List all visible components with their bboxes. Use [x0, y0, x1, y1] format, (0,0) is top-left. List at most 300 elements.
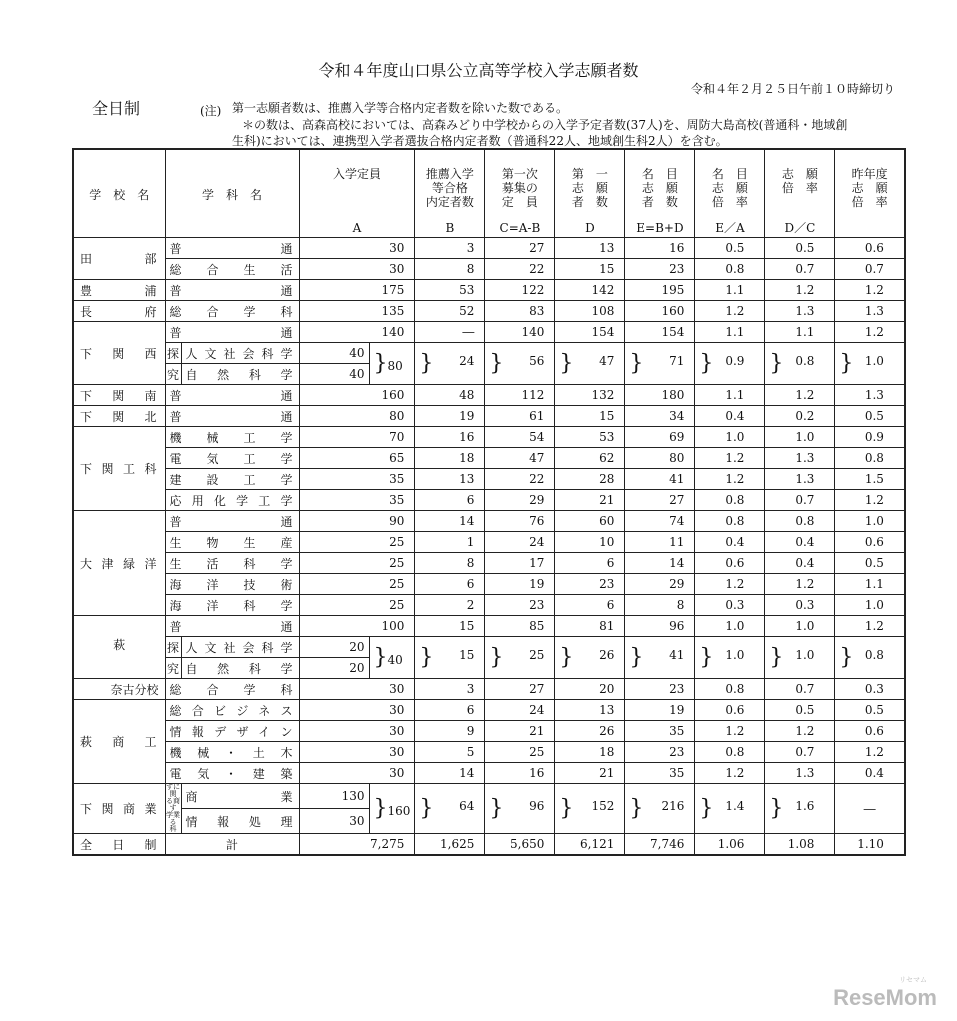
- cell-first-applicants: 10: [555, 532, 625, 553]
- header-first-applicants: 第 一 志 願 者 数 D: [555, 149, 625, 238]
- cell-recommend: 13: [415, 469, 485, 490]
- cell-capacity: 35: [299, 469, 415, 490]
- cell-ratio: 1.0: [765, 427, 835, 448]
- school-name: 萩 商 工: [73, 700, 165, 784]
- cell-capacity: 175: [299, 280, 415, 301]
- cell-first-recruit: 17: [485, 553, 555, 574]
- cell-nominal-applicants: 160: [625, 301, 695, 322]
- subject-name: 海 洋 科 学: [165, 595, 299, 616]
- cell-nominal-ratio: 0.8: [695, 742, 765, 763]
- school-name: 下関商業: [73, 784, 165, 834]
- subject-name: 情報デザイン: [165, 721, 299, 742]
- header-ratio: 志 願 倍 率 D／C: [765, 149, 835, 238]
- subject-name: 人文社会科学: [181, 343, 299, 364]
- cell-first-applicants: 23: [555, 574, 625, 595]
- table-row: [73, 448, 905, 469]
- table-row: [73, 700, 905, 721]
- brace-icon: }: [419, 350, 434, 376]
- brace-icon: }: [699, 795, 714, 821]
- cell-last-year: } 0.8: [835, 637, 905, 679]
- cell-first-applicants: 28: [555, 469, 625, 490]
- header-subject: 学 科 名: [165, 149, 299, 238]
- brace-icon: }: [489, 644, 504, 670]
- cell-nominal-applicants: } 41: [625, 637, 695, 679]
- cell-last-year: 1.2: [835, 616, 905, 637]
- cell-first-applicants: 81: [555, 616, 625, 637]
- table-row: [73, 490, 905, 511]
- subject-name: 普 通: [165, 616, 299, 637]
- cell-recommend: 8: [415, 553, 485, 574]
- subject-name: 普 通: [165, 322, 299, 343]
- cell-last-year: 0.8: [835, 448, 905, 469]
- cell-nominal-ratio: 0.5: [695, 238, 765, 259]
- cell-last-year: 1.3: [835, 301, 905, 322]
- note-line: ＊の数は、高森高校においては、高森みどり中学校からの入学予定者数(37人)を、周防大島高校(普通科・地域創: [242, 118, 848, 132]
- cell-first-applicants: 26: [555, 721, 625, 742]
- cell-recommend: } 64: [415, 784, 485, 834]
- cell-first-applicants: 21: [555, 763, 625, 784]
- table-row: [73, 532, 905, 553]
- subject-name: 電 気 ・ 建 築: [165, 763, 299, 784]
- subject-name: 建 設 工 学: [165, 469, 299, 490]
- table-row: [73, 280, 905, 301]
- header-school: 学 校 名: [73, 149, 165, 238]
- cell-nominal-applicants: 23: [625, 679, 695, 700]
- cell-capacity: 25: [299, 553, 415, 574]
- cell-ratio: } 0.8: [765, 343, 835, 385]
- cell-nominal-applicants: 41: [625, 469, 695, 490]
- cell-first-recruit: } 96: [485, 784, 555, 834]
- subject-name: 普 通: [165, 238, 299, 259]
- cell-first-recruit: 83: [485, 301, 555, 322]
- cell-capacity: 135: [299, 301, 415, 322]
- cell-capacity-total: }160: [369, 784, 415, 834]
- cell-capacity: 25: [299, 595, 415, 616]
- table-row: [73, 511, 905, 532]
- brace-icon: }: [419, 644, 434, 670]
- header-last-year: 昨年度 志 願 倍 率: [835, 149, 905, 238]
- cell-ratio: } 1.6: [765, 784, 835, 834]
- school-name: 大津緑洋: [73, 511, 165, 616]
- cell-nominal-applicants: 154: [625, 322, 695, 343]
- subject-name: 総 合 学 科: [165, 679, 299, 700]
- watermark-sub: リセマム: [899, 977, 927, 984]
- cell-recommend: 1: [415, 532, 485, 553]
- cell-nominal-applicants: 180: [625, 385, 695, 406]
- total-subject: 計: [165, 834, 299, 856]
- cell-last-year: 0.3: [835, 679, 905, 700]
- brace-icon: }: [839, 350, 854, 376]
- cell-last-year: 0.5: [835, 406, 905, 427]
- cell-first-applicants: 108: [555, 301, 625, 322]
- cell-recommend: 6: [415, 574, 485, 595]
- cell-nominal-ratio: 1.0: [695, 616, 765, 637]
- cell-recommend: 16: [415, 427, 485, 448]
- cell-first-applicants: 13: [555, 238, 625, 259]
- cell-nominal-ratio: 0.3: [695, 595, 765, 616]
- cell-nominal-ratio: 1.2: [695, 448, 765, 469]
- cell-ratio: } 1.0: [765, 637, 835, 679]
- cell-recommend: 52: [415, 301, 485, 322]
- page-title: 令和４年度山口県公立高等学校入学志願者数: [318, 61, 639, 80]
- subject-name: 普 通: [165, 280, 299, 301]
- cell-first-applicants: } 47: [555, 343, 625, 385]
- cell-nominal-ratio: 0.8: [695, 679, 765, 700]
- brace-icon: }: [769, 350, 784, 376]
- cell-last-year: 1.0: [835, 595, 905, 616]
- school-name: 長 府: [73, 301, 165, 322]
- cell-nominal-applicants: 14: [625, 553, 695, 574]
- school-name: 下関工科: [73, 427, 165, 511]
- cell-nominal-ratio: 1.1: [695, 322, 765, 343]
- cell-first-recruit: 112: [485, 385, 555, 406]
- brace-icon: }: [629, 350, 644, 376]
- cell-last-year: 0.5: [835, 553, 905, 574]
- cell-recommend: 5: [415, 742, 485, 763]
- cell-ratio: 0.7: [765, 259, 835, 280]
- table-row: [73, 574, 905, 595]
- cell-nominal-applicants: 34: [625, 406, 695, 427]
- cell-last-year: } 1.0: [835, 343, 905, 385]
- subject-name: 人文社会科学: [181, 637, 299, 658]
- cell-capacity: 25: [299, 574, 415, 595]
- school-name: 下 関 西: [73, 322, 165, 385]
- cell-first-recruit: 47: [485, 448, 555, 469]
- cell-nominal-ratio: 0.4: [695, 532, 765, 553]
- note-line: 第一志願者数は、推薦入学等合格内定者数を除いた数である。: [232, 101, 569, 115]
- brace-icon: }: [489, 350, 504, 376]
- table-row: [73, 595, 905, 616]
- cell-first-recruit: 27: [485, 679, 555, 700]
- cell-ratio: 1.3: [765, 469, 835, 490]
- subject-name: 生 物 生 産: [165, 532, 299, 553]
- cell-first-recruit: 22: [485, 469, 555, 490]
- brace-icon: }: [699, 350, 714, 376]
- cell-last-year: 1.2: [835, 742, 905, 763]
- cell-first-applicants: 60: [555, 511, 625, 532]
- cell-capacity: 30: [299, 742, 415, 763]
- subject-name: 海 洋 技 術: [165, 574, 299, 595]
- cell-first-recruit: 24: [485, 532, 555, 553]
- cell-last-year: 1.3: [835, 385, 905, 406]
- cell-nominal-ratio: } 1.0: [695, 637, 765, 679]
- school-name: 下 関 北: [73, 406, 165, 427]
- cell-capacity: 160: [299, 385, 415, 406]
- cell-last-year: 0.7: [835, 259, 905, 280]
- cell-nominal-ratio: 0.8: [695, 511, 765, 532]
- cell-first-applicants: 6: [555, 595, 625, 616]
- group-label: すに関 る商す 学業る 科: [166, 783, 180, 833]
- brace-icon: }: [629, 644, 644, 670]
- cell-nominal-applicants: 74: [625, 511, 695, 532]
- cell-ratio: 1.3: [765, 763, 835, 784]
- subject-name: 情 報 処 理: [181, 809, 299, 834]
- cell-last-year: ―: [835, 784, 905, 834]
- cell-nominal-ratio: 1.06: [695, 834, 765, 856]
- cell-recommend: ―: [415, 322, 485, 343]
- school-name: 奈古分校: [73, 679, 165, 700]
- brace-icon: }: [373, 795, 388, 821]
- cell-first-recruit: 16: [485, 763, 555, 784]
- subject-name: 自 然 科 学: [181, 658, 299, 679]
- subject-name: 総 合 生 活: [165, 259, 299, 280]
- cell-first-applicants: 6: [555, 553, 625, 574]
- cell-nominal-applicants: 96: [625, 616, 695, 637]
- cell-last-year: 0.6: [835, 238, 905, 259]
- cell-first-applicants: 132: [555, 385, 625, 406]
- cell-nominal-applicants: } 71: [625, 343, 695, 385]
- cell-nominal-applicants: 19: [625, 700, 695, 721]
- cell-capacity: 65: [299, 448, 415, 469]
- cell-capacity: 130: [299, 784, 369, 809]
- cell-ratio: 0.5: [765, 700, 835, 721]
- cell-recommend: 2: [415, 595, 485, 616]
- cell-recommend: } 15: [415, 637, 485, 679]
- cell-first-recruit: 19: [485, 574, 555, 595]
- cell-first-applicants: 20: [555, 679, 625, 700]
- subject-name: 自 然 科 学: [181, 364, 299, 385]
- cell-recommend: 6: [415, 700, 485, 721]
- cell-nominal-applicants: 35: [625, 721, 695, 742]
- cell-nominal-applicants: 23: [625, 742, 695, 763]
- cell-ratio: 1.3: [765, 301, 835, 322]
- cell-recommend: 15: [415, 616, 485, 637]
- subject-name: 機 械 工 学: [165, 427, 299, 448]
- cell-nominal-applicants: 29: [625, 574, 695, 595]
- cell-ratio: 0.7: [765, 490, 835, 511]
- cell-nominal-applicants: 35: [625, 763, 695, 784]
- cell-nominal-ratio: 1.2: [695, 469, 765, 490]
- cell-last-year: 0.6: [835, 721, 905, 742]
- cell-nominal-ratio: 1.1: [695, 280, 765, 301]
- cell-last-year: 0.9: [835, 427, 905, 448]
- cell-ratio: 0.7: [765, 679, 835, 700]
- cell-capacity: 30: [299, 809, 369, 834]
- brace-icon: }: [559, 350, 574, 376]
- cell-first-recruit: 21: [485, 721, 555, 742]
- cell-capacity: 90: [299, 511, 415, 532]
- cell-nominal-ratio: 0.4: [695, 406, 765, 427]
- cell-nominal-ratio: 1.2: [695, 721, 765, 742]
- cell-first-applicants: 142: [555, 280, 625, 301]
- total-label: 全 日 制: [73, 834, 165, 856]
- school-name: 田 部: [73, 238, 165, 280]
- note-line: 生科)においては、連携型入学者選抜合格内定者数（普通科22人、地域創生科2人）を含む。: [232, 134, 728, 148]
- cell-last-year: 1.2: [835, 490, 905, 511]
- cell-first-recruit: 85: [485, 616, 555, 637]
- cell-first-recruit: 22: [485, 259, 555, 280]
- cell-capacity: 40: [299, 364, 369, 385]
- cell-nominal-applicants: 23: [625, 259, 695, 280]
- cell-capacity: 100: [299, 616, 415, 637]
- cell-ratio: 0.7: [765, 742, 835, 763]
- subject-name: 総合ビジネス: [165, 700, 299, 721]
- table-row: [73, 637, 905, 658]
- cell-last-year: 0.5: [835, 700, 905, 721]
- cell-ratio: 0.3: [765, 595, 835, 616]
- cell-capacity: 30: [299, 721, 415, 742]
- cell-first-recruit: 122: [485, 280, 555, 301]
- cell-capacity: 25: [299, 532, 415, 553]
- cell-ratio: 0.2: [765, 406, 835, 427]
- table-row: [73, 427, 905, 448]
- resemom-logo: ReseMom: [833, 985, 937, 1010]
- cell-capacity: 30: [299, 679, 415, 700]
- brace-icon: }: [769, 644, 784, 670]
- brace-icon: }: [629, 795, 644, 821]
- table-row: [73, 721, 905, 742]
- cell-nominal-ratio: 1.1: [695, 385, 765, 406]
- cell-last-year: 1.2: [835, 280, 905, 301]
- table-row: [73, 238, 905, 259]
- cell-first-applicants: 6,121: [555, 834, 625, 856]
- cell-capacity: 30: [299, 700, 415, 721]
- cell-capacity: 30: [299, 763, 415, 784]
- header-row: [73, 149, 905, 238]
- header-capacity: 入学定員 A: [299, 149, 415, 238]
- cell-capacity: 30: [299, 259, 415, 280]
- cell-ratio: 1.0: [765, 616, 835, 637]
- school-name: 下 関 南: [73, 385, 165, 406]
- cell-nominal-applicants: 27: [625, 490, 695, 511]
- table-row: [73, 259, 905, 280]
- cell-last-year: 1.5: [835, 469, 905, 490]
- cell-recommend: } 24: [415, 343, 485, 385]
- deadline-text: 令和４年２月２５日午前１０時締切り: [690, 82, 895, 96]
- cell-first-recruit: 29: [485, 490, 555, 511]
- cell-recommend: 14: [415, 511, 485, 532]
- subject-name: 普 通: [165, 385, 299, 406]
- cell-recommend: 19: [415, 406, 485, 427]
- tankyu-label: 探: [165, 637, 181, 658]
- cell-last-year: 1.2: [835, 322, 905, 343]
- cell-capacity-total: }80: [369, 343, 415, 385]
- cell-nominal-applicants: } 216: [625, 784, 695, 834]
- header-first-recruit: 第一次 募集の 定 員 C=A-B: [485, 149, 555, 238]
- cell-ratio: 0.4: [765, 532, 835, 553]
- cell-nominal-ratio: 0.8: [695, 259, 765, 280]
- brace-icon: }: [699, 644, 714, 670]
- table-row: [73, 343, 905, 364]
- cell-nominal-ratio: 0.8: [695, 490, 765, 511]
- cell-last-year: 0.4: [835, 763, 905, 784]
- cell-ratio: 1.2: [765, 721, 835, 742]
- cell-recommend: 53: [415, 280, 485, 301]
- cell-first-applicants: 18: [555, 742, 625, 763]
- cell-last-year: 1.1: [835, 574, 905, 595]
- cell-first-applicants: } 26: [555, 637, 625, 679]
- cell-nominal-ratio: } 1.4: [695, 784, 765, 834]
- cell-capacity: 7,275: [299, 834, 415, 856]
- cell-recommend: 8: [415, 259, 485, 280]
- brace-icon: }: [373, 644, 388, 670]
- brace-icon: }: [559, 795, 574, 821]
- subject-name: 普 通: [165, 511, 299, 532]
- subject-name: 普 通: [165, 406, 299, 427]
- cell-first-recruit: 140: [485, 322, 555, 343]
- cell-capacity: 20: [299, 658, 369, 679]
- cell-first-applicants: 15: [555, 259, 625, 280]
- cell-capacity: 40: [299, 343, 369, 364]
- note-label: (注): [200, 104, 222, 118]
- brace-icon: }: [373, 350, 388, 376]
- tankyu-label: 究: [165, 364, 181, 385]
- cell-last-year: 0.6: [835, 532, 905, 553]
- tankyu-label: 究: [165, 658, 181, 679]
- cell-ratio: 1.2: [765, 574, 835, 595]
- cell-recommend: 18: [415, 448, 485, 469]
- cell-capacity: 20: [299, 637, 369, 658]
- cell-first-recruit: 61: [485, 406, 555, 427]
- table-row: [73, 784, 905, 809]
- applicants-table: [72, 148, 906, 856]
- cell-nominal-applicants: 16: [625, 238, 695, 259]
- cell-first-recruit: 76: [485, 511, 555, 532]
- cell-first-recruit: } 25: [485, 637, 555, 679]
- cell-ratio: 1.08: [765, 834, 835, 856]
- cell-first-recruit: 27: [485, 238, 555, 259]
- cell-capacity: 30: [299, 238, 415, 259]
- subject-name: 生 活 科 学: [165, 553, 299, 574]
- brace-icon: }: [839, 644, 854, 670]
- cell-recommend: 1,625: [415, 834, 485, 856]
- subject-name: 電 気 工 学: [165, 448, 299, 469]
- cell-first-applicants: 21: [555, 490, 625, 511]
- cell-first-recruit: } 56: [485, 343, 555, 385]
- section-label: 全日制: [92, 99, 141, 118]
- header-nominal-applicants: 名 目 志 願 者 数 E=B+D: [625, 149, 695, 238]
- cell-ratio: 0.5: [765, 238, 835, 259]
- table-row: [73, 385, 905, 406]
- cell-recommend: 9: [415, 721, 485, 742]
- cell-nominal-applicants: 69: [625, 427, 695, 448]
- cell-ratio: 1.1: [765, 322, 835, 343]
- header-recommend: 推薦入学 等合格 内定者数 B: [415, 149, 485, 238]
- cell-ratio: 0.8: [765, 511, 835, 532]
- table-row: [73, 616, 905, 637]
- cell-nominal-applicants: 80: [625, 448, 695, 469]
- school-name: 萩: [73, 616, 165, 679]
- subject-name: 応用化学工学: [165, 490, 299, 511]
- cell-nominal-ratio: 0.6: [695, 553, 765, 574]
- subject-name: 機 械 ・ 土 木: [165, 742, 299, 763]
- cell-ratio: 1.3: [765, 448, 835, 469]
- cell-first-recruit: 54: [485, 427, 555, 448]
- cell-ratio: 1.2: [765, 385, 835, 406]
- cell-nominal-ratio: 1.2: [695, 574, 765, 595]
- cell-first-applicants: } 152: [555, 784, 625, 834]
- brace-icon: }: [419, 795, 434, 821]
- cell-capacity: 35: [299, 490, 415, 511]
- table-row: [73, 469, 905, 490]
- cell-first-applicants: 53: [555, 427, 625, 448]
- cell-first-applicants: 13: [555, 700, 625, 721]
- brace-icon: }: [769, 795, 784, 821]
- cell-capacity: 70: [299, 427, 415, 448]
- cell-first-recruit: 24: [485, 700, 555, 721]
- cell-first-recruit: 5,650: [485, 834, 555, 856]
- cell-last-year: 1.0: [835, 511, 905, 532]
- table-row: [73, 763, 905, 784]
- table-row: [73, 742, 905, 763]
- cell-ratio: 1.2: [765, 280, 835, 301]
- cell-recommend: 3: [415, 238, 485, 259]
- cell-nominal-applicants: 8: [625, 595, 695, 616]
- cell-recommend: 14: [415, 763, 485, 784]
- total-row: [73, 834, 905, 856]
- cell-ratio: 0.4: [765, 553, 835, 574]
- cell-nominal-ratio: } 0.9: [695, 343, 765, 385]
